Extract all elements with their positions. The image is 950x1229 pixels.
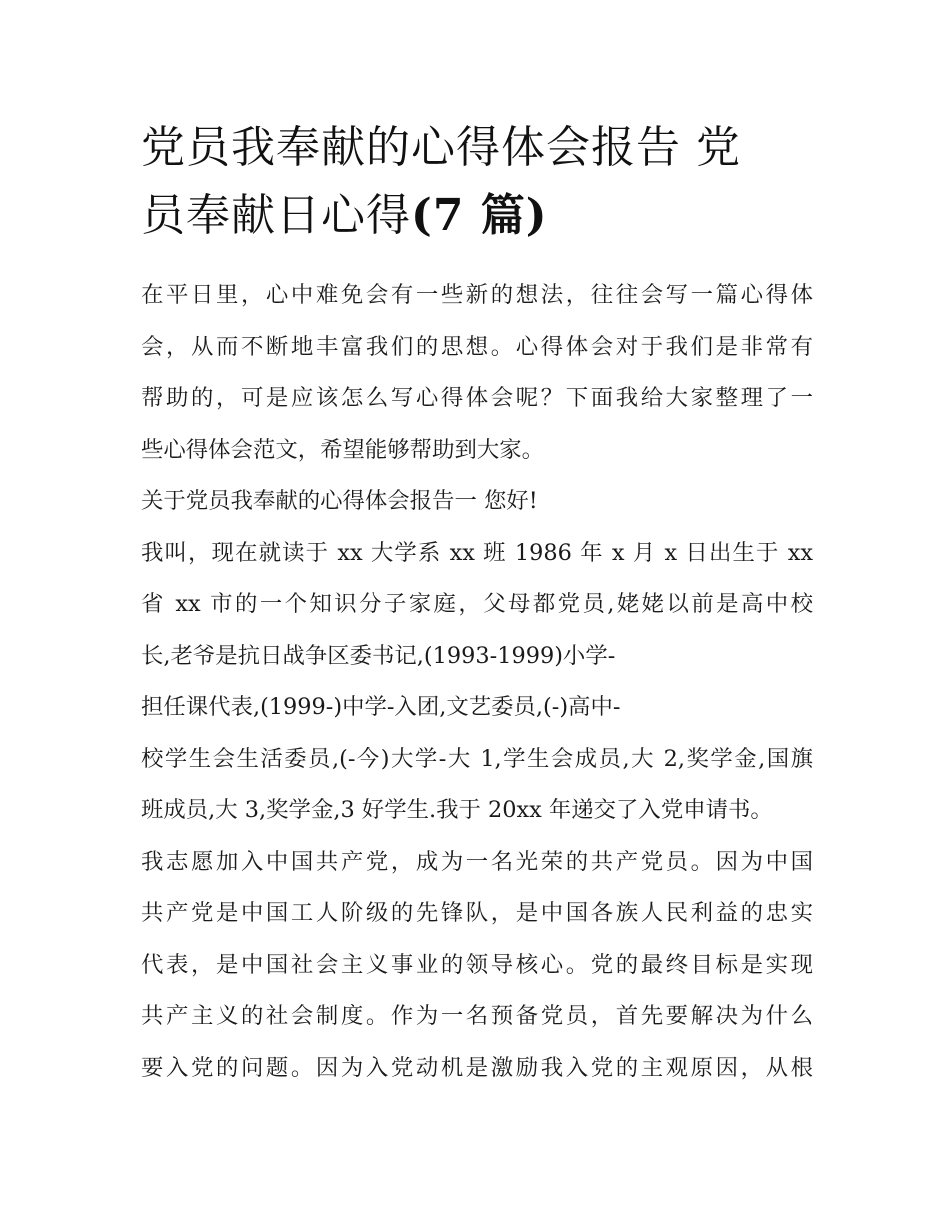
body-line-10: 校学生会生活委员,(-今)大学-大 1,学生会成员,大 2,奖学金,国旗 [141,745,813,772]
document-title [141,114,813,250]
body-line-14: 代表，是中国社会主义事业的领导核心。党的最终目标是实现 [141,951,813,978]
body-line-3: 帮助的，可是应该怎么写心得体会呢？下面我给大家整理了一 [141,385,813,411]
title-line-2-text: 员奉献日心得 [141,190,411,241]
body-line-1: 在平日里，心中难免会有一些新的想法，往往会写一篇心得体 [141,282,813,308]
document-page [141,114,813,1094]
body-line-7: 省 xx 市的一个知识分子家庭，父母都党员,姥姥以前是高中校 [141,591,813,617]
title-line-1: 党员我奉献的心得体会报告 党 [141,122,741,173]
body-line-2: 会，从而不断地丰富我们的思想。心得体会对于我们是非常有 [141,333,813,360]
body-line-5: 关于党员我奉献的心得体会报告一 您好! [141,488,538,514]
body-line-12: 我志愿加入中国共产党，成为一名光荣的共产党员。因为中国 [141,848,813,875]
body-line-16: 要入党的问题。因为入党动机是激励我入党的主观原因，从根 [141,1054,813,1081]
title-line-2 [141,182,813,250]
title-suffix: (7 篇) [411,190,548,241]
body-line-11: 班成员,大 3,奖学金,3 好学生.我于 20xx 年递交了入党申请书。 [141,797,773,823]
body-line-15: 共产主义的社会制度。作为一名预备党员，首先要解决为什么 [141,1003,813,1029]
body-line-6: 我叫，现在就读于 xx 大学系 xx 班 1986 年 x 月 x 日出生于 xx [141,539,813,566]
body-line-9: 担任课代表,(1999-)中学-入团,文艺委员,(-)高中- [141,694,621,720]
document-body [141,270,813,1094]
body-line-13: 共产党是中国工人阶级的先锋队，是中国各族人民利益的忠实 [141,900,813,926]
body-line-4: 些心得体会范文，希望能够帮助到大家。 [141,436,545,463]
body-line-8: 长,老爷是抗日战争区委书记,(1993-1999)小学- [141,642,616,669]
